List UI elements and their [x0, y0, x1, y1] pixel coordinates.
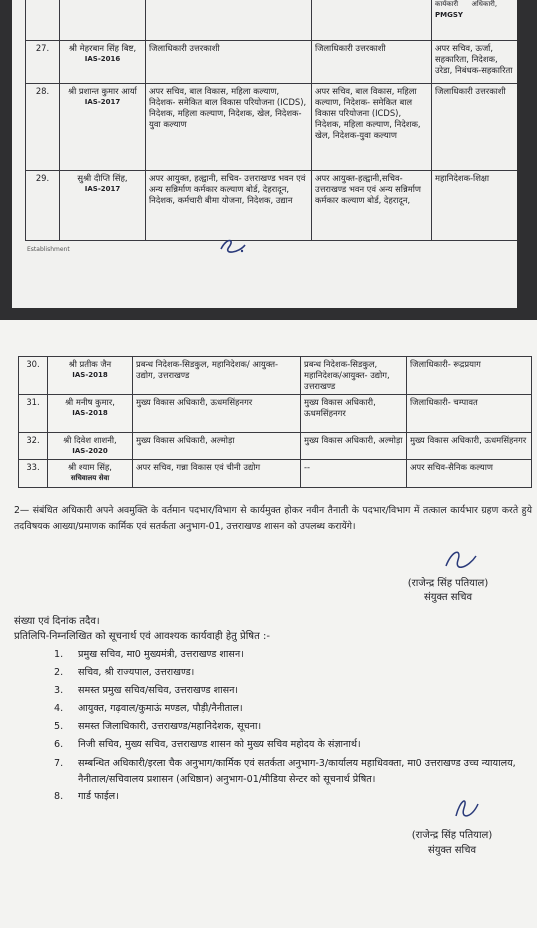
table-row [19, 460, 532, 488]
list-item: 4. आयुक्त, गढ़वाल/कुमाऊं मण्डल, पौड़ी/नैनीताल। [54, 703, 243, 714]
signature-initial [217, 235, 249, 257]
transfer-table-2 [18, 356, 532, 488]
cell-serial: 33. [19, 460, 48, 488]
cell-current-post: अपर आयुक्त, हल्द्वानी, सचिव- उत्तराखण्ड भवन एवं अन्य सन्निर्माण कर्मकार कल्याण बोर्ड, देहरादून, निदेशक, कर्मचारी बीमा योजना, निदेशक, उद्यान [146, 171, 312, 241]
cell-serial: 28. [26, 84, 60, 171]
cell-new-posting: महानिदेशक-शिक्षा [432, 171, 518, 241]
table-row [26, 171, 518, 241]
cell-new-posting: अपर सचिव, ऊर्जा, सहकारिता, निदेशक, उरेडा, निबंधक-सहकारिता [432, 41, 518, 84]
cell-serial: 32. [19, 433, 48, 460]
cell-relieved-post: -- [301, 460, 407, 488]
table-row [26, 0, 518, 41]
copy-recipient-list [54, 646, 536, 806]
table-row [19, 395, 532, 433]
cell-officer: श्री श्याम सिंह, सचिवालय सेवा [48, 460, 133, 488]
list-item: 8. गार्ड फाईल। [54, 791, 119, 802]
cell-serial: 27. [26, 41, 60, 84]
signatory-title: संयुक्त सचिव [423, 592, 473, 603]
cell-officer: श्री प्रशान्त कुमार आर्या IAS-2017 [60, 84, 146, 171]
cell-serial: 29. [26, 171, 60, 241]
list-item: 6. निजी सचिव, मुख्य सचिव, उत्तराखण्ड शासन को मुख्य सचिव महोदय के संज्ञानार्थ। [54, 739, 361, 750]
cell-new-posting: जिलाधिकारी- रूद्रप्रयाग [407, 357, 532, 395]
signatory-name: (राजेन्द्र सिंह पतियाल) [407, 578, 489, 589]
table-row [19, 433, 532, 460]
list-item: 5. समस्त जिलाधिकारी, उत्तराखण्ड/महानिदेशक, सूचना। [54, 721, 262, 732]
cell-officer: सुश्री दीप्ति सिंह, IAS-2017 [60, 171, 146, 241]
table-row [19, 357, 532, 395]
signatory-title: संयुक्त सचिव [427, 845, 477, 856]
list-item: 1. प्रमुख सचिव, मा0 मुख्यमंत्री, उत्तराखण्ड शासन। [54, 649, 244, 660]
cell-officer: श्री दिवेश शाशनी, IAS-2020 [48, 433, 133, 460]
signature [440, 544, 480, 574]
cell-serial: 30. [19, 357, 48, 395]
document-page-1 [12, 0, 517, 308]
transfer-table-1 [25, 0, 517, 241]
cell-new-posting: जिलाधिकारी उत्तरकाशी [432, 84, 518, 171]
list-item: 7. सम्बन्धित अधिकारी/इरला चैक अनुभाग/कार्मिक एवं सतर्कता अनुभाग-3/कार्यालय महाधिवक्ता, मा0 उत्तराखण्ड उच्च न्यायालय, नैनीताल/सचिवालय प्रशासन (अधिष्ठान) अनुभाग-01/मीडिया सेन्टर को सूचनार्थ प्रेषित। [54, 758, 516, 785]
table-row [26, 41, 518, 84]
reference-line: संख्या एवं दिनांक तदैव। [14, 616, 100, 627]
signature-block-2 [392, 828, 512, 858]
cell-new-posting: कार्यकारी अधिकारी, PMGSY [432, 0, 518, 41]
cell-new-posting: जिलाधिकारी- चम्पावत [407, 395, 532, 433]
paragraph-2: 2— संबंधित अधिकारी अपने अवमुक्ति के वर्तमान पदभार/विभाग से कार्यमुक्त होकर नवीन तैनाती के पदभार/विभाग में तत्काल कार्यभार ग्रहण करते हुये तदविषयक आख्या/प्रमाणक कार्मिक एवं सतर्कता अनुभाग-01, उत्तराखण्ड शासन को उपलब्ध करायेंगे। [14, 505, 532, 532]
cell-new-posting: अपर सचिव-सैनिक कल्याण [407, 460, 532, 488]
cell-officer: श्री मेहरबान सिंह बिष्ट, IAS-2016 [60, 41, 146, 84]
list-item: 2. सचिव, श्री राज्यपाल, उत्तराखण्ड। [54, 667, 195, 678]
signature-block-1 [388, 577, 508, 605]
footnote: Establishment [27, 246, 70, 253]
cell-current-post: अपर सचिव, बाल विकास, महिला कल्याण, निदेशक- समेकित बाल विकास परियोजना (ICDS), निदेशक, महिला कल्याण, निदेशक, खेल, निदेशक-युवा कल्याण [146, 84, 312, 171]
cell-current-post: मुख्य विकास अधिकारी, ऊधमसिंहनगर [133, 395, 301, 433]
signature [448, 790, 482, 824]
cell-relieved-post: मुख्य विकास अधिकारी, ऊधमसिंहनगर [301, 395, 407, 433]
table-row [26, 84, 518, 171]
cell-current-post: अपर सचिव, गन्ना विकास एवं चीनी उद्योग [133, 460, 301, 488]
cell-serial: 31. [19, 395, 48, 433]
signatory-name: (राजेन्द्र सिंह पतियाल) [411, 830, 493, 841]
cell-current-post: प्रबन्ध निदेशक-सिडकुल, महानिदेशक/ आयुक्त-उद्योग, उत्तराखण्ड [133, 357, 301, 395]
document-page-2 [0, 320, 537, 928]
list-item: 3. समस्त प्रमुख सचिव/सचिव, उत्तराखण्ड शासन। [54, 685, 239, 696]
copy-heading: प्रतिलिपि-निम्नलिखित को सूचनार्थ एवं आवश्यक कार्यवाही हेतु प्रेषित :- [14, 631, 270, 642]
cell-relieved-post: अपर सचिव, बाल विकास, महिला कल्याण, निदेशक- समेकित बाल विकास परियोजना (ICDS), निदेशक, महिला कल्याण, निदेशक, खेल, निदेशक-युवा कल्याण [312, 84, 432, 171]
cell-relieved-post: अपर आयुक्त-हल्द्वानी,सचिव- उत्तराखण्ड भवन एवं अन्य सन्निर्माण कर्मकार कल्याण बोर्ड, देहरादून, [312, 171, 432, 241]
cell-new-posting: मुख्य विकास अधिकारी, ऊधमसिंहनगर [407, 433, 532, 460]
cell-relieved-post: जिलाधिकारी उत्तरकाशी [312, 41, 432, 84]
cell-relieved-post: मुख्य विकास अधिकारी, अल्मोड़ा [301, 433, 407, 460]
cell-relieved-post: प्रबन्ध निदेशक-सिडकुल, महानिदेशक/आयुक्त- उद्योग, उत्तराखण्ड [301, 357, 407, 395]
cell-current-post: जिलाधिकारी उत्तरकाशी [146, 41, 312, 84]
cell-officer: श्री प्रतीक जैन IAS-2018 [48, 357, 133, 395]
cell-officer: श्री मनीष कुमार, IAS-2018 [48, 395, 133, 433]
cell-current-post: मुख्य विकास अधिकारी, अल्मोड़ा [133, 433, 301, 460]
